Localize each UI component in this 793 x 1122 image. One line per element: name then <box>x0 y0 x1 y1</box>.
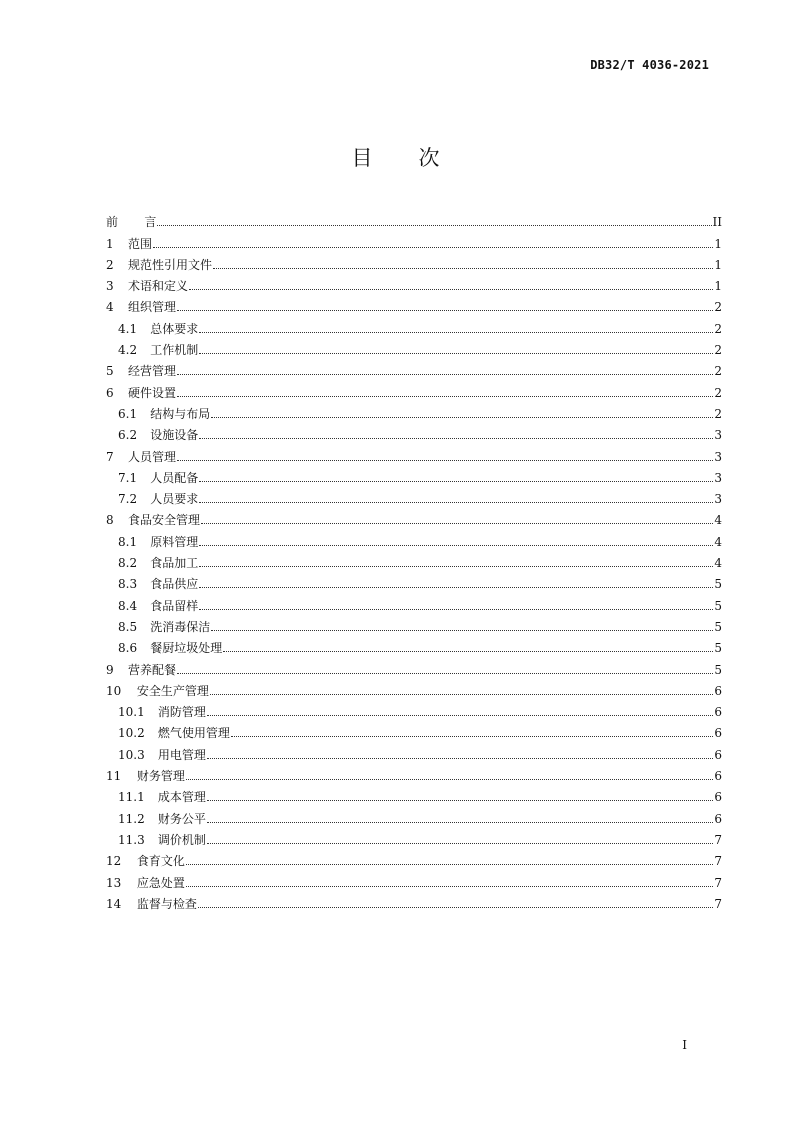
toc-leader-dots <box>211 629 713 631</box>
toc-entry-label: 消防管理 <box>157 705 206 720</box>
toc-entry[interactable] <box>106 890 722 911</box>
toc-entry-page: 6 <box>714 790 722 805</box>
toc-leader-dots <box>199 608 713 610</box>
toc-leader-dots <box>207 799 713 801</box>
toc-leader-dots <box>231 735 713 737</box>
toc-entry-label: 餐厨垃圾处理 <box>150 641 223 656</box>
toc-entry-label: 用电管理 <box>157 747 206 762</box>
toc-entry-number: 6 <box>106 385 114 400</box>
toc-entry-label: 原料管理 <box>150 534 199 549</box>
toc-entry-number: 5 <box>106 364 114 379</box>
toc-entry-page: 2 <box>714 406 722 421</box>
toc-entry-page: 3 <box>714 428 722 443</box>
toc-entry-page: 3 <box>714 492 722 507</box>
toc-leader-dots <box>199 480 713 482</box>
toc-leader-dots <box>211 416 713 418</box>
toc-entry[interactable] <box>106 251 722 272</box>
toc-entry-label: 财务公平 <box>157 811 206 826</box>
toc-entry[interactable] <box>106 677 722 698</box>
toc-leader-dots <box>177 395 713 397</box>
toc-leader-dots <box>186 863 713 865</box>
toc-entry[interactable] <box>106 783 722 804</box>
toc-entry[interactable] <box>106 613 722 634</box>
toc-entry-number: 6.1 <box>118 406 138 421</box>
toc-entry-page: 4 <box>714 556 722 571</box>
toc-leader-dots <box>186 885 713 887</box>
toc-entry-label: 营养配餐 <box>128 662 177 677</box>
toc-entry[interactable] <box>106 272 722 293</box>
toc-entry-label: 食品供应 <box>150 577 199 592</box>
toc-entry-label: 言 <box>144 215 157 230</box>
toc-entry-number: 6.2 <box>118 428 138 443</box>
toc-entry-number: 10.3 <box>118 747 145 762</box>
toc-entry-label: 人员配备 <box>150 470 199 485</box>
toc-entry-page: 7 <box>714 832 722 847</box>
toc-entry-label: 洗消毒保洁 <box>150 619 211 634</box>
toc-entry-label: 应急处置 <box>136 875 185 890</box>
toc-entry[interactable] <box>106 229 722 250</box>
toc-entry[interactable] <box>106 847 722 868</box>
toc-entry-page: 2 <box>714 364 722 379</box>
toc-leader-dots <box>201 522 713 524</box>
toc-entry-number: 10.2 <box>118 726 145 741</box>
toc-leader-dots <box>199 501 713 503</box>
toc-leader-dots <box>177 459 713 461</box>
toc-entry-page: 1 <box>714 257 722 272</box>
toc-entry-label: 总体要求 <box>150 321 199 336</box>
toc-entry[interactable] <box>106 634 722 655</box>
toc-entry-label: 食育文化 <box>136 854 185 869</box>
toc-entry-label: 燃气使用管理 <box>157 726 230 741</box>
toc-entry-label: 设施设备 <box>150 428 199 443</box>
toc-entry-page: 4 <box>714 513 722 528</box>
toc-entry[interactable] <box>106 421 722 442</box>
toc-title-part2: 次 <box>418 146 442 170</box>
toc-entry-page: 2 <box>714 300 722 315</box>
toc-entry[interactable] <box>106 293 722 314</box>
toc-leader-dots <box>189 288 713 290</box>
toc-entry[interactable] <box>106 762 722 783</box>
toc-entry[interactable] <box>106 464 722 485</box>
toc-entry[interactable] <box>106 868 722 889</box>
toc-leader-dots <box>198 906 713 908</box>
toc-entry[interactable] <box>106 655 722 676</box>
toc-entry-number: 10 <box>106 683 122 698</box>
toc-entry-label: 结构与布局 <box>150 406 211 421</box>
toc-entry-label: 财务管理 <box>136 769 185 784</box>
toc-entry-page: 6 <box>714 811 722 826</box>
toc-leader-dots <box>177 672 713 674</box>
toc-entry-label: 规范性引用文件 <box>128 257 213 272</box>
toc-entry-page: 5 <box>714 619 722 634</box>
toc-entry-page: 5 <box>714 577 722 592</box>
toc-entry-page: 7 <box>714 854 722 869</box>
toc-entry-page: 6 <box>714 726 722 741</box>
toc-leader-dots <box>207 714 713 716</box>
toc-title <box>0 142 793 172</box>
toc-entry-page: 6 <box>714 705 722 720</box>
toc-entry-label: 调价机制 <box>157 832 206 847</box>
toc-entry-number: 8.1 <box>118 534 138 549</box>
toc-entry-label: 经营管理 <box>128 364 177 379</box>
toc-entry-page: 1 <box>714 279 722 294</box>
toc-leader-dots <box>199 437 713 439</box>
toc-entry-number: 14 <box>106 896 122 911</box>
toc-entry[interactable] <box>106 485 722 506</box>
toc-entry-number: 11.1 <box>118 790 145 805</box>
toc-entry-label: 安全生产管理 <box>136 683 209 698</box>
toc-entry-label: 成本管理 <box>157 790 206 805</box>
toc-entry-number: 11.2 <box>118 811 145 826</box>
toc-entry-page: 5 <box>714 662 722 677</box>
toc-entry[interactable] <box>106 442 722 463</box>
toc-entry-number: 11 <box>106 769 122 784</box>
toc-entry[interactable] <box>106 826 722 847</box>
toc-entry-label: 人员要求 <box>150 492 199 507</box>
toc-entry-page: 4 <box>714 534 722 549</box>
toc-leader-dots <box>207 821 713 823</box>
toc-entry-page: 5 <box>714 598 722 613</box>
toc-entry-page: 5 <box>714 641 722 656</box>
toc-entry[interactable] <box>106 336 722 357</box>
toc-entry-page: II <box>712 215 722 230</box>
toc-entry-page: 6 <box>714 769 722 784</box>
toc-entry-number: 4.1 <box>118 321 138 336</box>
toc-leader-dots <box>207 842 713 844</box>
toc-entry-number: 8.4 <box>118 598 138 613</box>
toc-entry[interactable] <box>106 740 722 761</box>
toc-leader-dots <box>223 650 713 652</box>
toc-entry[interactable] <box>106 357 722 378</box>
toc-entry-number: 7.2 <box>118 492 138 507</box>
toc-entry-number: 3 <box>106 279 114 294</box>
toc-entry-number: 9 <box>106 662 114 677</box>
toc-entry-number: 8.5 <box>118 619 138 634</box>
page-number: I <box>682 1038 687 1052</box>
toc-entry-label: 范围 <box>128 236 153 251</box>
toc-entry-page: 6 <box>714 683 722 698</box>
toc-leader-dots <box>177 373 713 375</box>
toc-entry-number: 7 <box>106 449 114 464</box>
toc-entry-number: 前 <box>106 215 119 230</box>
toc-entry-page: 1 <box>714 236 722 251</box>
toc-entry[interactable] <box>106 400 722 421</box>
toc-entry-number: 1 <box>106 236 114 251</box>
toc-entry[interactable] <box>106 719 722 740</box>
toc-entry-page: 6 <box>714 747 722 762</box>
table-of-contents <box>106 208 722 911</box>
toc-entry-page: 2 <box>714 321 722 336</box>
toc-entry-number: 8.2 <box>118 556 138 571</box>
toc-entry-page: 7 <box>714 896 722 911</box>
toc-entry[interactable] <box>106 804 722 825</box>
toc-entry[interactable] <box>106 549 722 570</box>
toc-entry-page: 3 <box>714 449 722 464</box>
toc-entry-label: 硬件设置 <box>128 385 177 400</box>
document-code: DB32/T 4036-2021 <box>590 58 709 72</box>
toc-entry-number: 13 <box>106 875 122 890</box>
toc-entry-label: 术语和定义 <box>128 279 189 294</box>
toc-leader-dots <box>157 224 711 226</box>
toc-leader-dots <box>199 352 713 354</box>
toc-entry[interactable] <box>106 378 722 399</box>
toc-entry-label: 人员管理 <box>128 449 177 464</box>
toc-entry-page: 2 <box>714 343 722 358</box>
toc-entry-number: 8.3 <box>118 577 138 592</box>
toc-leader-dots <box>213 267 713 269</box>
toc-leader-dots <box>153 246 713 248</box>
toc-entry-label: 监督与检查 <box>136 896 197 911</box>
toc-entry[interactable] <box>106 698 722 719</box>
toc-leader-dots <box>199 565 713 567</box>
toc-leader-dots <box>207 757 713 759</box>
toc-entry-number: 4.2 <box>118 343 138 358</box>
toc-entry-number: 4 <box>106 300 114 315</box>
toc-entry-label: 工作机制 <box>150 343 199 358</box>
toc-entry-number: 8.6 <box>118 641 138 656</box>
toc-entry-label: 组织管理 <box>128 300 177 315</box>
toc-entry[interactable] <box>106 570 722 591</box>
toc-entry-page: 7 <box>714 875 722 890</box>
toc-entry-number: 7.1 <box>118 470 138 485</box>
toc-entry-number: 12 <box>106 854 122 869</box>
toc-leader-dots <box>199 586 713 588</box>
toc-leader-dots <box>199 331 713 333</box>
toc-entry-label: 食品留样 <box>150 598 199 613</box>
toc-leader-dots <box>186 778 713 780</box>
toc-entry[interactable] <box>106 527 722 548</box>
toc-entry-number: 11.3 <box>118 832 145 847</box>
toc-entry-number: 10.1 <box>118 705 145 720</box>
toc-leader-dots <box>177 309 713 311</box>
toc-title-part1: 目 <box>351 146 375 170</box>
toc-entry-page: 3 <box>714 470 722 485</box>
toc-entry-number: 2 <box>106 257 114 272</box>
toc-entry[interactable] <box>106 208 722 229</box>
toc-entry-label: 食品加工 <box>150 556 199 571</box>
toc-entry[interactable] <box>106 314 722 335</box>
toc-entry-number: 8 <box>106 513 114 528</box>
toc-entry-page: 2 <box>714 385 722 400</box>
toc-entry[interactable] <box>106 506 722 527</box>
toc-leader-dots <box>210 693 713 695</box>
toc-entry-label: 食品安全管理 <box>128 513 201 528</box>
toc-entry[interactable] <box>106 591 722 612</box>
toc-leader-dots <box>199 544 713 546</box>
